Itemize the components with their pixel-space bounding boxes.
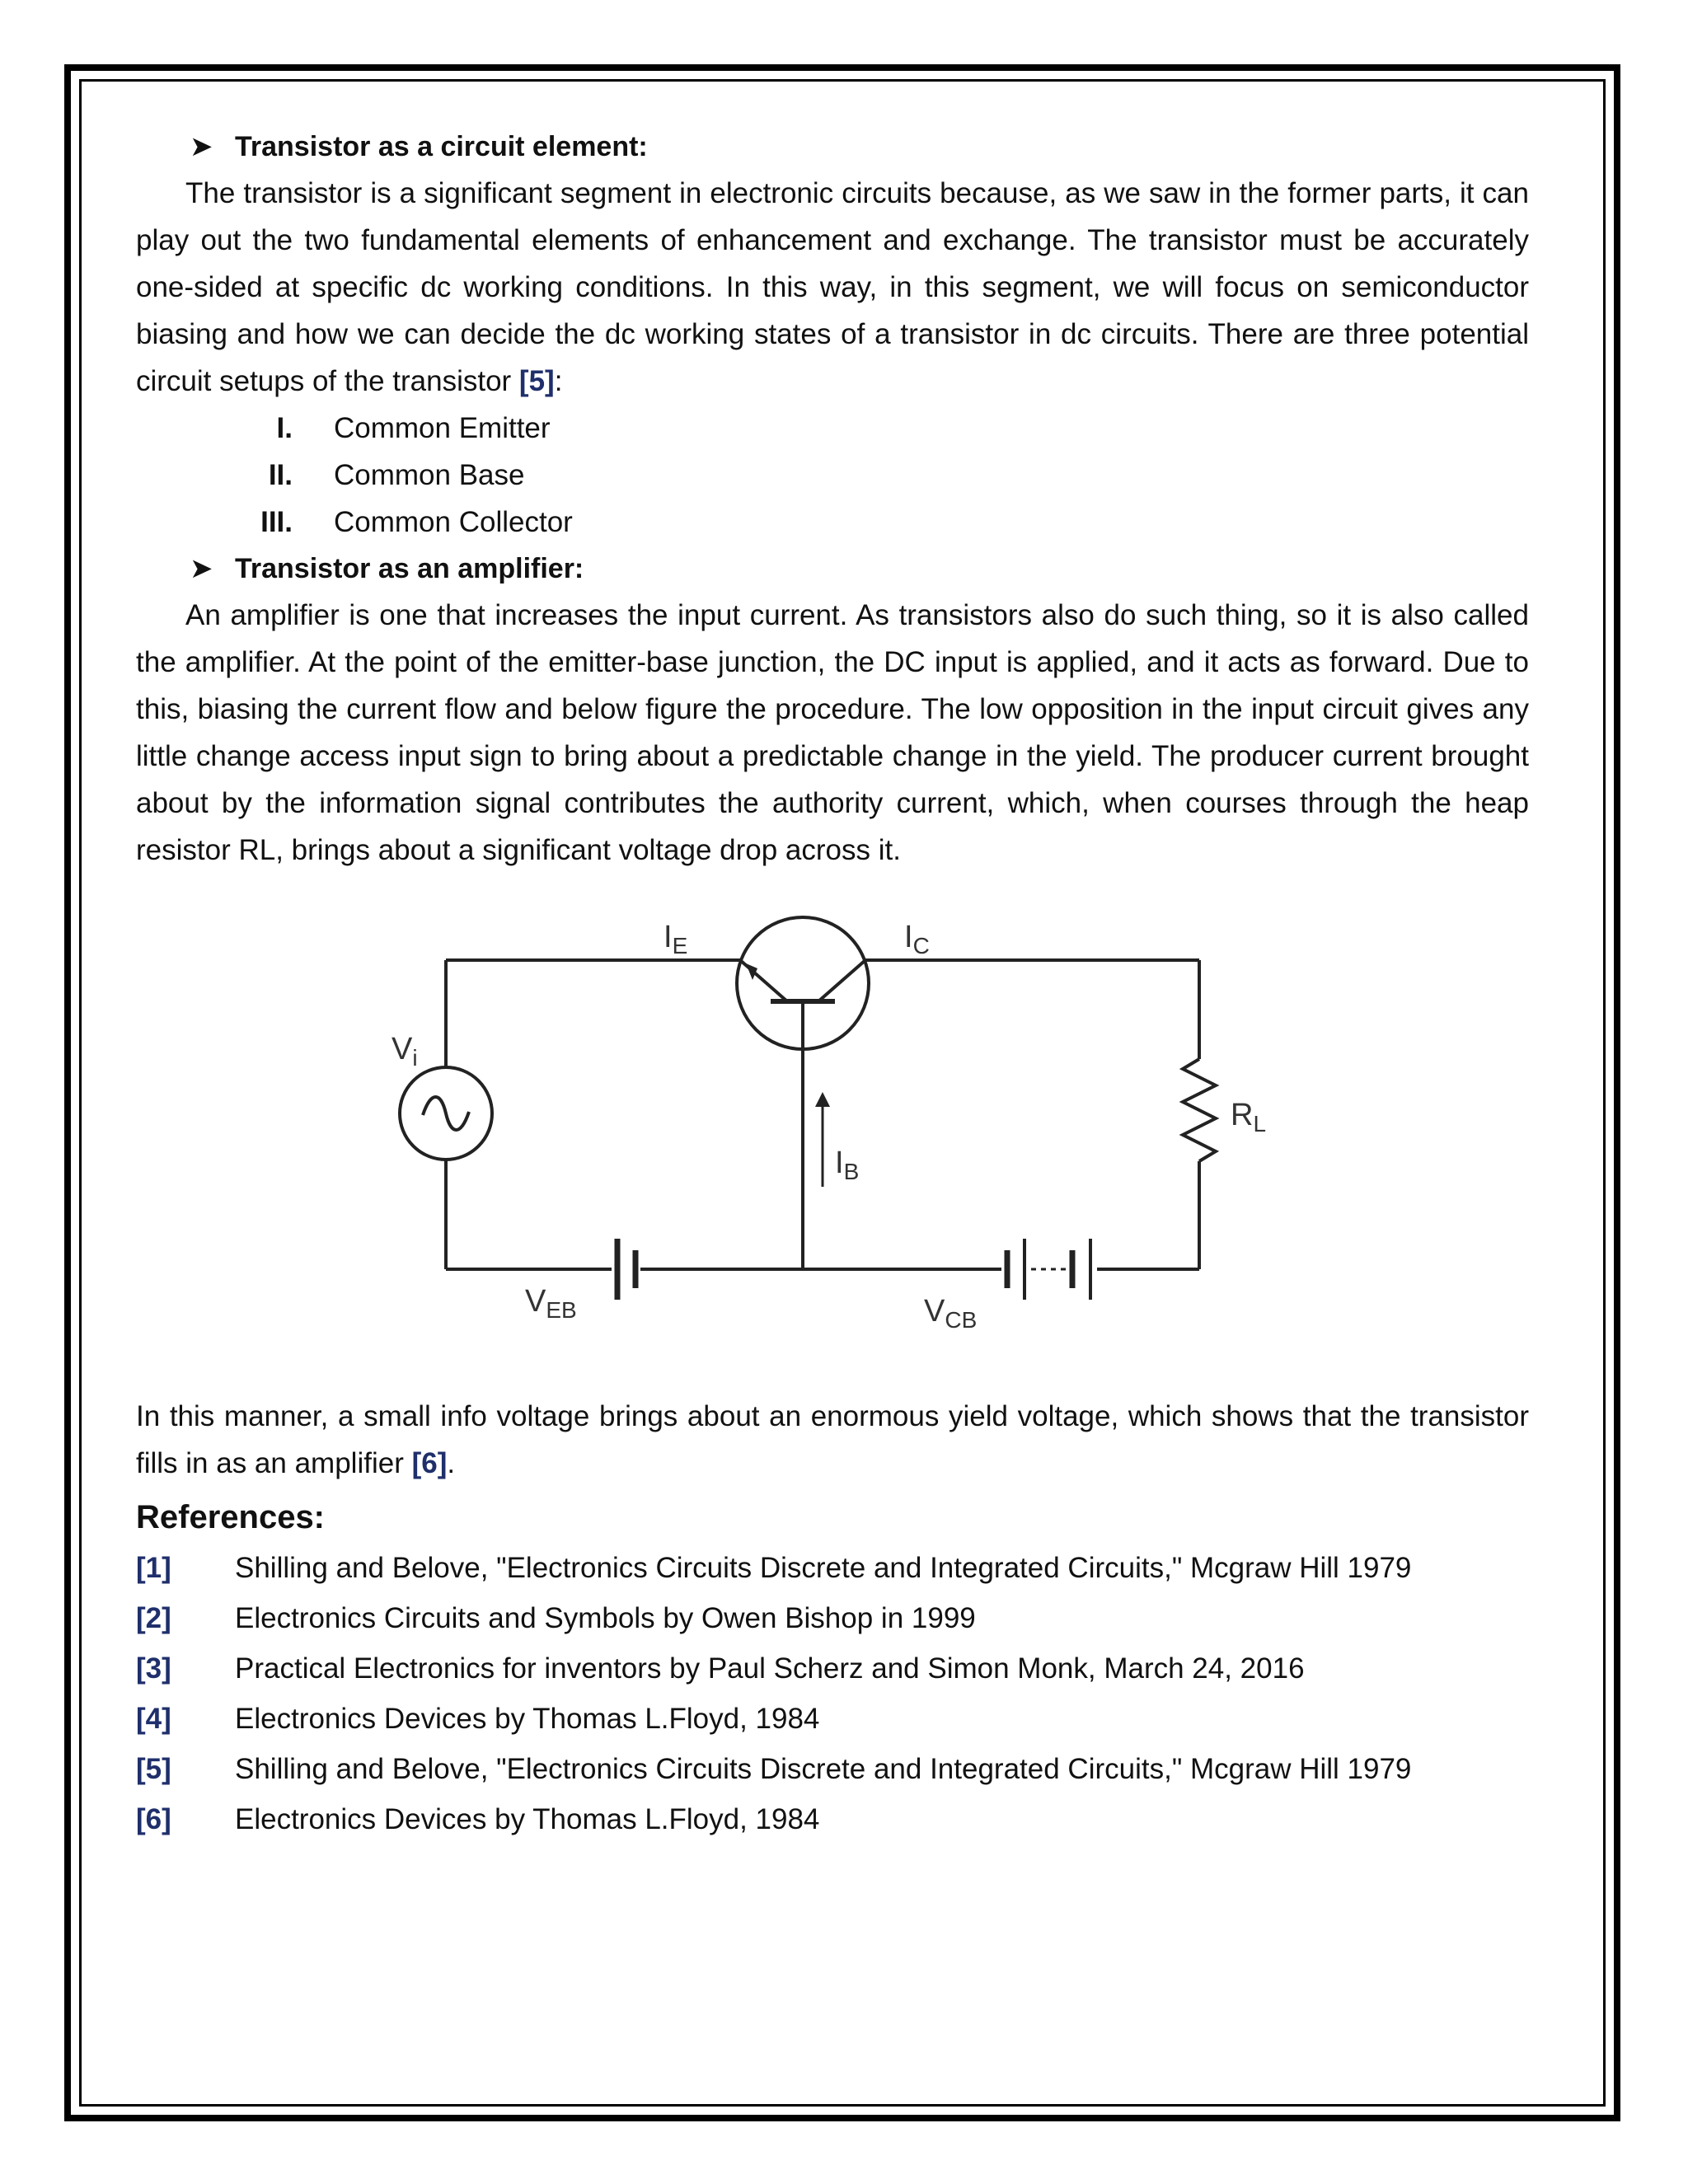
label-veb: $V_{EB}$ [525, 1284, 577, 1323]
circuit-svg [383, 894, 1290, 1339]
label-vi: $V_i$ [392, 1032, 418, 1071]
configuration-list [136, 405, 1529, 546]
label-ib: $I_B$ [835, 1146, 860, 1184]
heading-text: Transistor as an amplifier: [235, 553, 584, 584]
reference-number: [2] [136, 1602, 171, 1634]
reference-number: [6] [136, 1803, 171, 1835]
citation-link[interactable]: [5] [518, 365, 555, 397]
reference-text: Shilling and Belove, "Electronics Circuits Discrete and Integrated Circuits," Mcgraw Hill 1979 [235, 1552, 1412, 1584]
reference-text: Electronics Devices by Thomas L.Floyd, 1984 [235, 1703, 820, 1735]
list-text: Common Collector [334, 506, 573, 538]
reference-number: [3] [136, 1652, 171, 1685]
reference-number: [1] [136, 1552, 171, 1584]
reference-text: Shilling and Belove, "Electronics Circuits Discrete and Integrated Circuits," Mcgraw Hill 1979 [235, 1753, 1412, 1785]
arrow-bullet-icon: ➤ [190, 553, 213, 584]
reference-item [136, 1543, 1529, 1593]
references-list [136, 1543, 1529, 1844]
paragraph-text: An amplifier is one that increases the input current. As transistors also do such thing, so it is also called the amplifier. At the point of the emitter-base junction, the DC input is applied, and it acts as forward. Due to this, biasing the current flow and below figure the procedure. The low opposition in the input circuit gives any little change access input sign to bring about a predictable change in the yield. The producer current brought about by the information signal contributes the authority current, which, when courses through the heap resistor RL, brings about a significant voltage drop across it. [136, 599, 1529, 866]
list-number: III. [260, 506, 293, 538]
list-number: I. [276, 412, 293, 444]
common-base-amplifier-diagram [383, 894, 1290, 1339]
arrow-bullet-icon: ➤ [190, 131, 213, 162]
transistor-collector-lead [818, 960, 865, 1001]
list-text: Common Emitter [334, 412, 551, 444]
section-heading-circuit-element [136, 124, 1529, 170]
label-vcb: $V_{CB}$ [924, 1294, 978, 1333]
emitter-arrow-icon [746, 963, 757, 980]
label-rl: $R_L$ [1231, 1098, 1267, 1137]
references-heading: References: [136, 1499, 326, 1535]
reference-item [136, 1593, 1529, 1643]
reference-item [136, 1643, 1529, 1694]
reference-item [136, 1694, 1529, 1744]
label-ie: $I_E$ [663, 920, 688, 958]
reference-text: Electronics Circuits and Symbols by Owen Bishop in 1999 [235, 1602, 976, 1634]
paragraph-conclusion [136, 1393, 1529, 1487]
paragraph-end: : [554, 365, 563, 397]
paragraph-amplifier [136, 592, 1529, 874]
list-item [136, 452, 1529, 499]
reference-item [136, 1744, 1529, 1794]
reference-text: Electronics Devices by Thomas L.Floyd, 1984 [235, 1803, 820, 1835]
reference-number: [4] [136, 1703, 171, 1735]
citation-link[interactable]: [6] [411, 1447, 448, 1479]
paragraph-circuit-element [136, 170, 1529, 405]
conclusion-and-references [136, 1393, 1529, 1844]
paragraph-end: . [447, 1447, 456, 1479]
paragraph-text: In this manner, a small info voltage brings about an enormous yield voltage, which shows that the transistor fills in as an amplifier [136, 1400, 1529, 1479]
sine-wave-icon [423, 1097, 469, 1130]
ib-arrowhead-icon [815, 1092, 830, 1107]
reference-item [136, 1794, 1529, 1844]
list-item [136, 499, 1529, 546]
reference-number: [5] [136, 1753, 171, 1785]
resistor-rl-icon [1183, 1059, 1216, 1161]
section-heading-amplifier [136, 546, 1529, 592]
reference-text: Practical Electronics for inventors by Paul Scherz and Simon Monk, March 24, 2016 [235, 1652, 1305, 1685]
paragraph-text: The transistor is a significant segment in electronic circuits because, as we saw in the former parts, it can play out the two fundamental elements of enhancement and exchange. The transistor must be accurately one-sided at specific dc working conditions. In this way, in this segment, we will focus on semiconductor biasing and how we can decide the dc working states of a transistor in dc circuits. There are three potential circuit setups of the transistor [136, 177, 1529, 397]
label-ic: $I_C$ [904, 920, 930, 958]
list-text: Common Base [334, 459, 525, 491]
heading-text: Transistor as a circuit element: [235, 131, 648, 162]
list-item [136, 405, 1529, 452]
list-number: II. [268, 459, 293, 491]
main-content [136, 124, 1529, 874]
